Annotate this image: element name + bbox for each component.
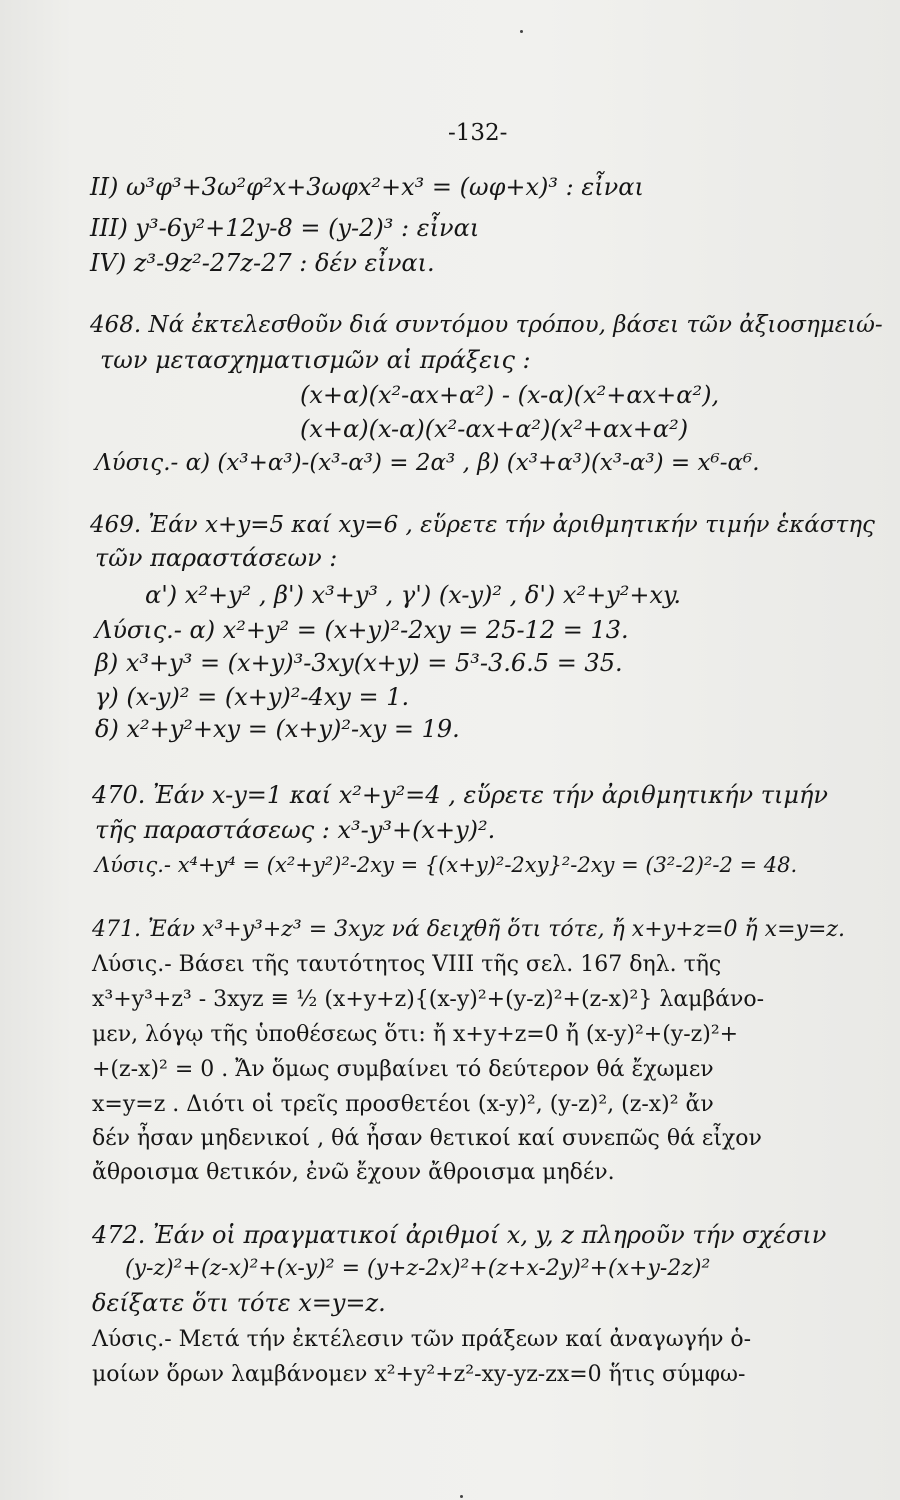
problem-472-statement-cont: δείξατε ὅτι τότε x=y=z. xyxy=(92,1289,386,1317)
problem-471-solution-3: μεν, λόγῳ τῆς ὑποθέσεως ὅτι: ἤ x+y+z=0 ἤ (x-y)²+(y-z)²+ xyxy=(92,1022,739,1047)
problem-471-solution-4: +(z-x)² = 0 . Ἄν ὅμως συμβαίνει τό δεύτερον θά ἔχωμεν xyxy=(92,1057,714,1082)
problem-468-statement-cont: των μετασχηματισμῶν αἱ πράξεις : xyxy=(100,346,531,374)
scan-speck xyxy=(520,30,523,33)
problem-472-solution-1: Λύσις.- Μετά τήν ἐκτέλεσιν τῶν πράξεων καί ἀναγωγήν ὁ- xyxy=(92,1327,752,1352)
problem-471-solution-6: δέν ἦσαν μηδενικοί , θά ἦσαν θετικοί καί συνεπῶς θά εἶχον xyxy=(92,1126,762,1151)
problem-469-statement: 469. Ἐάν x+y=5 καί xy=6 , εὕρετε τήν ἀριθμητικήν τιμήν ἑκάστης xyxy=(90,512,875,538)
item-iv: IV) z³-9z²-27z-27 : δέν εἶναι. xyxy=(90,249,435,277)
problem-471-solution-5: x=y=z . Διότι οἱ τρεῖς προσθετέοι (x-y)², (y-z)², (z-x)² ἄν xyxy=(92,1092,714,1117)
problem-468-expression-2: (x+α)(x-α)(x²-αx+α²)(x²+αx+α²) xyxy=(300,415,689,443)
problem-472-statement: 472. Ἐάν οἱ πραγματικοί ἀριθμοί x, y, z πληροῦν τήν σχέσιν xyxy=(92,1221,827,1249)
scan-speck xyxy=(460,1495,463,1498)
problem-472-solution-2: μοίων ὅρων λαμβάνομεν x²+y²+z²-xy-yz-zx=0 ἥτις σύμφω- xyxy=(92,1362,746,1387)
problem-468-statement: 468. Νά ἐκτελεσθοῦν διά συντόμου τρόπου, βάσει τῶν ἀξιοσημειώ- xyxy=(90,312,883,338)
problem-469-statement-cont: τῶν παραστάσεων : xyxy=(95,544,338,572)
problem-468-solution: Λύσις.- α) (x³+α³)-(x³-α³) = 2α³ , β) (x³+α³)(x³-α³) = x⁶-α⁶. xyxy=(95,450,760,476)
problem-470-statement: 470. Ἐάν x-y=1 καί x²+y²=4 , εὕρετε τήν ἀριθμητικήν τιμήν xyxy=(92,781,828,809)
problem-471-solution-7: ἄθροισμα θετικόν, ἐνῶ ἔχουν ἄθροισμα μηδέν. xyxy=(92,1160,615,1185)
item-ii: II) ω³φ³+3ω²φ²x+3ωφx²+x³ = (ωφ+x)³ : εἶναι xyxy=(90,173,644,201)
problem-471-solution-1: Λύσις.- Βάσει τῆς ταυτότητος VIII τῆς σελ. 167 δηλ. τῆς xyxy=(92,952,722,977)
problem-470-solution: Λύσις.- x⁴+y⁴ = (x²+y²)²-2xy = {(x+y)²-2xy}²-2xy = (3²-2)²-2 = 48. xyxy=(95,853,798,877)
problem-472-relation: (y-z)²+(z-x)²+(x-y)² = (y+z-2x)²+(z+x-2y)²+(x+y-2z)² xyxy=(125,1256,711,1281)
problem-469-solution-b: β) x³+y³ = (x+y)³-3xy(x+y) = 5³-3.6.5 = 35. xyxy=(95,649,623,677)
problem-469-solution-c: γ) (x-y)² = (x+y)²-4xy = 1. xyxy=(95,683,410,711)
problem-471-solution-2: x³+y³+z³ - 3xyz ≡ ½ (x+y+z){(x-y)²+(y-z)²+(z-x)²} λαμβάνο- xyxy=(92,987,765,1012)
page-number: -132- xyxy=(448,120,508,146)
problem-469-solution-a: Λύσις.- α) x²+y² = (x+y)²-2xy = 25-12 = 13. xyxy=(95,616,629,644)
problem-468-expression-1: (x+α)(x²-αx+α²) - (x-α)(x²+αx+α²), xyxy=(300,381,720,409)
problem-471-statement: 471. Ἐάν x³+y³+z³ = 3xyz νά δειχθῆ ὅτι τότε, ἤ x+y+z=0 ἤ x=y=z. xyxy=(92,917,845,942)
problem-470-statement-cont: τῆς παραστάσεως : x³-y³+(x+y)². xyxy=(95,816,496,844)
problem-469-expressions: α') x²+y² , β') x³+y³ , γ') (x-y)² , δ') x²+y²+xy. xyxy=(145,581,682,609)
problem-469-solution-d: δ) x²+y²+xy = (x+y)²-xy = 19. xyxy=(95,715,460,743)
item-iii: III) y³-6y²+12y-8 = (y-2)³ : εἶναι xyxy=(90,214,480,242)
